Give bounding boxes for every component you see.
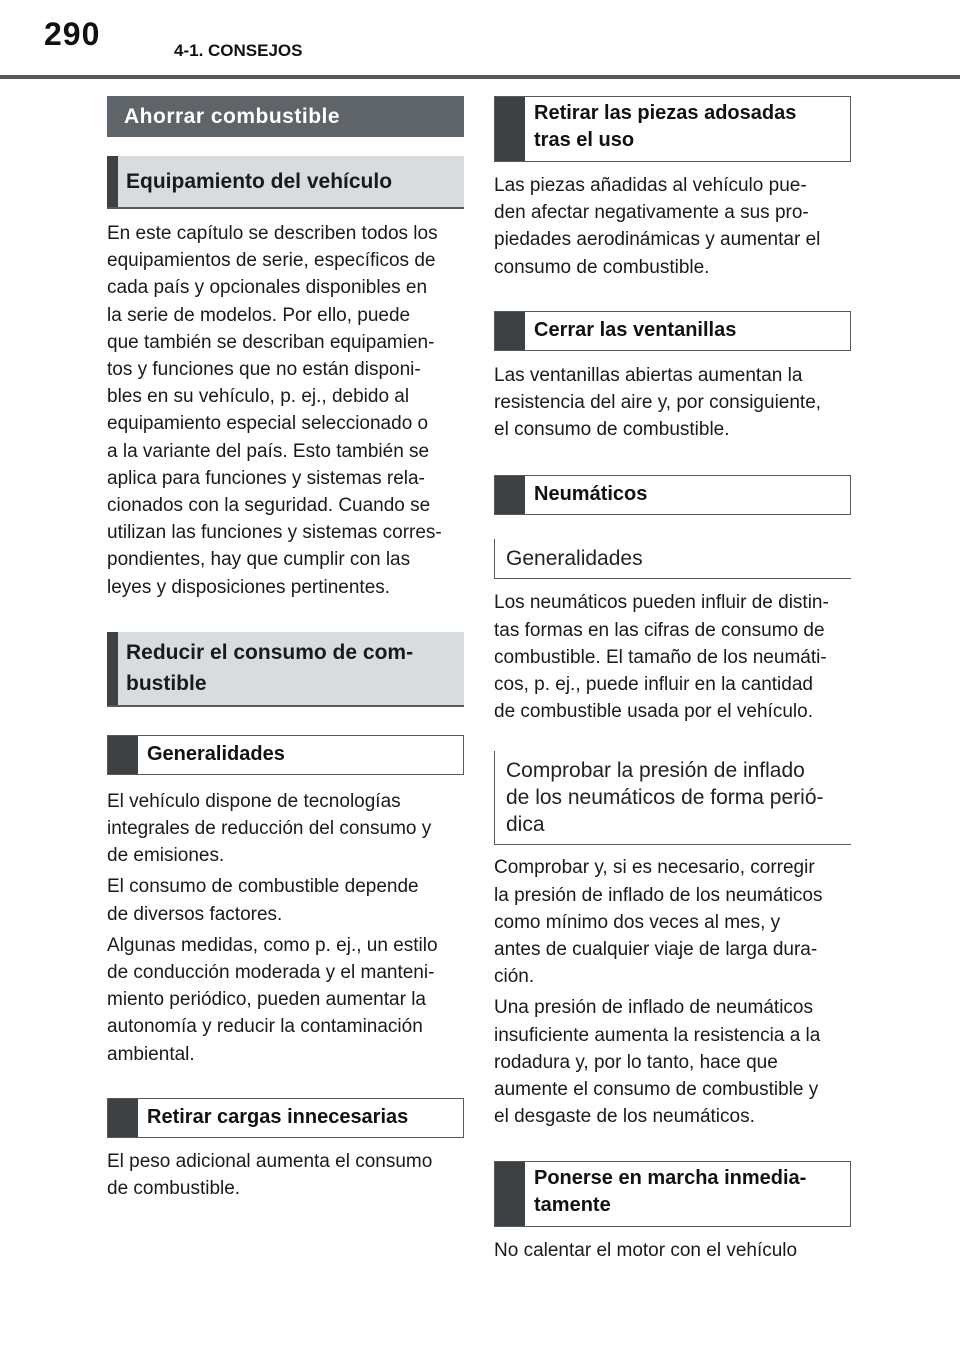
text-line: Algunas medidas, como p. ej., un estilo	[107, 934, 438, 956]
header-divider	[0, 75, 960, 79]
text-line: pondientes, hay que cumplir con las	[107, 549, 411, 571]
text-line: resistencia del aire y, por consiguiente,	[494, 392, 822, 414]
right-column	[494, 96, 851, 1265]
heading-line: tras el uso	[534, 129, 635, 151]
text-line: el desgaste de los neumáticos.	[494, 1106, 755, 1128]
text-line: Una presión de inflado de neumáticos	[494, 997, 813, 1019]
text-line: cos, p. ej., puede influir en la cantidad	[494, 674, 813, 696]
heading-cargas	[107, 1098, 464, 1138]
heading-line: Comprobar la presión de inflado	[506, 759, 805, 783]
heading-line: Retirar las piezas adosadas	[534, 102, 797, 124]
heading-bar	[108, 736, 138, 774]
text-line: rodadura y, por lo tanto, hace que	[494, 1051, 778, 1073]
page-header	[0, 0, 960, 80]
heading-line: de los neumáticos de forma perió-	[506, 786, 824, 810]
paragraph-generalidades-2	[107, 873, 464, 927]
text-line: aplica para funciones y sistemas rela-	[107, 467, 425, 489]
text-line: equipamiento especial seleccionado o	[107, 413, 429, 435]
heading-bar	[107, 632, 118, 705]
text-line: No calentar el motor con el vehículo	[494, 1240, 798, 1262]
paragraph-generalidades-1	[107, 788, 464, 870]
paragraph-presion-1	[494, 854, 851, 990]
heading-line: Ponerse en marcha inmedia-	[534, 1167, 807, 1190]
text-line: miento periódico, pueden aumentar la	[107, 989, 426, 1011]
heading-equipamiento-label: Equipamiento del vehículo	[126, 170, 393, 193]
text-line: insuficiente aumenta la resistencia a la	[494, 1024, 821, 1046]
text-line: leyes y disposiciones pertinentes.	[107, 576, 391, 598]
heading-line: dica	[506, 813, 545, 837]
text-line: Comprobar y, si es necesario, corregir	[494, 857, 815, 879]
heading-line: bustible	[126, 671, 207, 695]
text-line: como mínimo dos veces al mes, y	[494, 911, 781, 933]
text-line: aumente el consumo de combustible y	[494, 1079, 819, 1101]
text-line: piedades aerodinámicas y aumentar el	[494, 229, 821, 251]
text-line: combustible. El tamaño de los neumáti-	[494, 646, 827, 668]
heading-marcha	[494, 1161, 851, 1227]
text-line: el consumo de combustible.	[494, 419, 730, 441]
text-line: de diversos factores.	[107, 903, 283, 925]
paragraph-piezas	[494, 172, 851, 281]
heading-bar	[495, 476, 525, 514]
left-column	[107, 96, 464, 1202]
paragraph-ventanillas	[494, 362, 851, 444]
text-line: de conducción moderada y el manteni-	[107, 962, 435, 984]
text-line: ción.	[494, 966, 535, 988]
paragraph-presion-2	[494, 994, 851, 1130]
text-line: El vehículo dispone de tecnologías	[107, 790, 401, 812]
text-line: utilizan las funciones y sistemas corres-	[107, 522, 442, 544]
text-line: bles en su vehículo, p. ej., debido al	[107, 386, 410, 408]
text-line: de combustible.	[107, 1178, 241, 1200]
text-line: equipamientos de serie, específicos de	[107, 250, 436, 272]
subheading-presion	[494, 751, 851, 845]
text-line: integrales de reducción del consumo y	[107, 818, 432, 840]
text-line: cada país y opcionales disponibles en	[107, 277, 428, 299]
heading-ventanillas	[494, 311, 851, 351]
heading-marcha-label	[525, 1162, 814, 1226]
text-line: de emisiones.	[107, 845, 225, 867]
text-line: Las ventanillas abiertas aumentan la	[494, 364, 803, 386]
heading-piezas	[494, 96, 851, 162]
heading-line: tamente	[534, 1194, 611, 1217]
text-line: tos y funciones que no están disponi-	[107, 359, 421, 381]
text-line: antes de cualquier viaje de larga dura-	[494, 939, 818, 961]
text-line: ambiental.	[107, 1043, 195, 1065]
paragraph-equipamiento	[107, 220, 464, 601]
paragraph-cargas	[107, 1148, 464, 1202]
heading-bar	[108, 1099, 138, 1137]
heading-generalidades	[107, 735, 464, 775]
heading-cargas-label: Retirar cargas innecesarias	[147, 1105, 409, 1128]
text-line: El consumo de combustible depende	[107, 876, 419, 898]
text-line: En este capítulo se describen todos los	[107, 223, 438, 244]
heading-line: Reducir el consumo de com-	[126, 640, 414, 664]
heading-bar	[107, 156, 118, 207]
text-line: que también se describan equipamien-	[107, 331, 435, 353]
text-line: Las piezas añadidas al vehículo pue-	[494, 175, 807, 196]
text-line: la serie de modelos. Por ello, puede	[107, 304, 411, 326]
heading-ventanillas-label: Cerrar las ventanillas	[534, 318, 737, 341]
text-line: de combustible usada por el vehículo.	[494, 701, 813, 723]
text-line: a la variante del país. Esto también se	[107, 440, 430, 462]
heading-neumaticos	[494, 475, 851, 515]
paragraph-generalidades-3	[107, 932, 464, 1068]
heading-neumaticos-label: Neumáticos	[534, 483, 648, 506]
section-title: Ahorrar combustible	[107, 96, 464, 137]
heading-equipamiento	[107, 156, 464, 209]
page-number: 290	[44, 16, 101, 52]
subheading-generalidades: Generalidades	[494, 539, 851, 579]
text-line: El peso adicional aumenta el consumo	[107, 1150, 433, 1172]
heading-bar	[495, 97, 525, 161]
text-line: den afectar negativamente a sus pro-	[494, 202, 809, 224]
text-line: autonomía y reducir la contaminación	[107, 1016, 423, 1038]
heading-reducir	[107, 632, 464, 707]
paragraph-marcha	[494, 1237, 851, 1264]
text-line: Los neumáticos pueden influir de distin-	[494, 592, 829, 614]
chapter-title: 4-1. CONSEJOS	[174, 41, 303, 60]
heading-bar	[495, 1162, 525, 1226]
heading-generalidades-label: Generalidades	[147, 742, 285, 765]
paragraph-neumaticos	[494, 589, 851, 725]
heading-reducir-label	[118, 632, 423, 705]
heading-piezas-label	[525, 97, 804, 161]
text-line: consumo de combustible.	[494, 256, 710, 278]
text-line: tas formas en las cifras de consumo de	[494, 619, 825, 641]
text-line: cionados con la seguridad. Cuando se	[107, 495, 431, 517]
text-line: la presión de inflado de los neumáticos	[494, 884, 823, 906]
heading-bar	[495, 312, 525, 350]
